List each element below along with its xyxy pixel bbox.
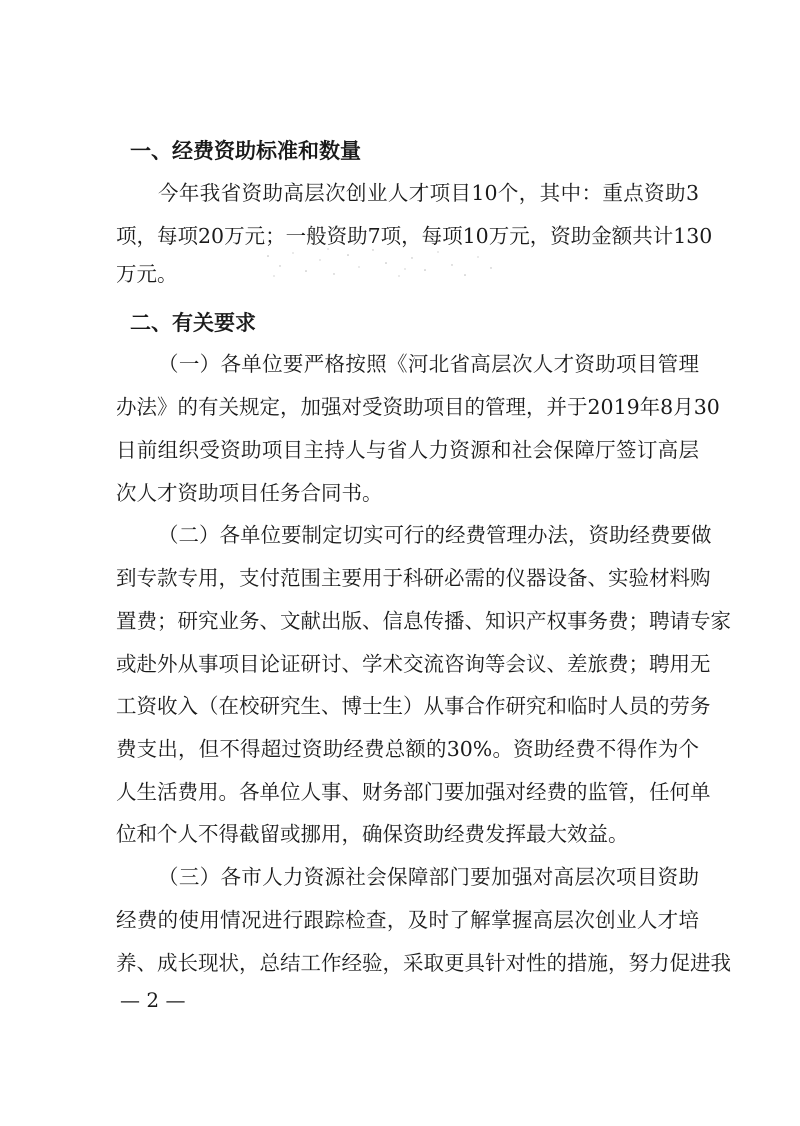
item-2-line-1: （二）各单位要制定切实可行的经费管理办法，资助经费要做 <box>158 523 712 547</box>
section-1-line-3: 万元。 <box>116 262 178 286</box>
section-1-line-1: 今年我省资助高层次创业人才项目10个，其中：重点资助3 <box>158 181 699 205</box>
section-1-line-2: 项，每项20万元；一般资助7项，每项10万元，资助金额共计130 <box>116 224 713 248</box>
section-2-heading: 二、有关要求 <box>130 311 256 335</box>
section-1-heading: 一、经费资助标准和数量 <box>130 139 361 163</box>
item-1-line-1: （一）各单位要严格按照《河北省高层次人才资助项目管理 <box>158 352 699 376</box>
item-3-line-3: 养、成长现状，总结工作经验，采取更具针对性的措施，努力促进我 <box>116 951 731 975</box>
page-number: — 2 — <box>120 988 186 1012</box>
item-2-line-7: 人生活费用。各单位人事、财务部门要加强对经费的监管，任何单 <box>116 780 711 804</box>
item-2-line-8: 位和个人不得截留或挪用，确保资助经费发挥最大效益。 <box>116 822 629 846</box>
item-2-line-3: 置费；研究业务、文献出版、信息传播、知识产权事务费；聘请专家 <box>116 609 731 633</box>
item-1-line-4: 次人才资助项目任务合同书。 <box>116 481 383 505</box>
scan-speckle-noise <box>262 246 502 280</box>
item-2-line-5: 工资收入（在校研究生、博士生）从事合作研究和临时人员的劳务 <box>116 694 711 718</box>
item-2-line-6: 费支出，但不得超过资助经费总额的30%。资助经费不得作为个 <box>116 737 699 761</box>
item-3-line-2: 经费的使用情况进行跟踪检查，及时了解掌握高层次创业人才培 <box>116 908 699 932</box>
item-3-line-1: （三）各市人力资源社会保障部门要加强对高层次项目资助 <box>158 865 699 889</box>
item-2-line-2: 到专款专用，支付范围主要用于科研必需的仪器设备、实验材料购 <box>116 566 711 590</box>
item-2-line-4: 或赴外从事项目论证研讨、学术交流咨询等会议、差旅费；聘用无 <box>116 652 711 676</box>
item-1-line-3: 日前组织受资助项目主持人与省人力资源和社会保障厅签订高层 <box>116 438 699 462</box>
item-1-line-2: 办法》的有关规定，加强对受资助项目的管理，并于2019年8月30 <box>116 395 720 419</box>
